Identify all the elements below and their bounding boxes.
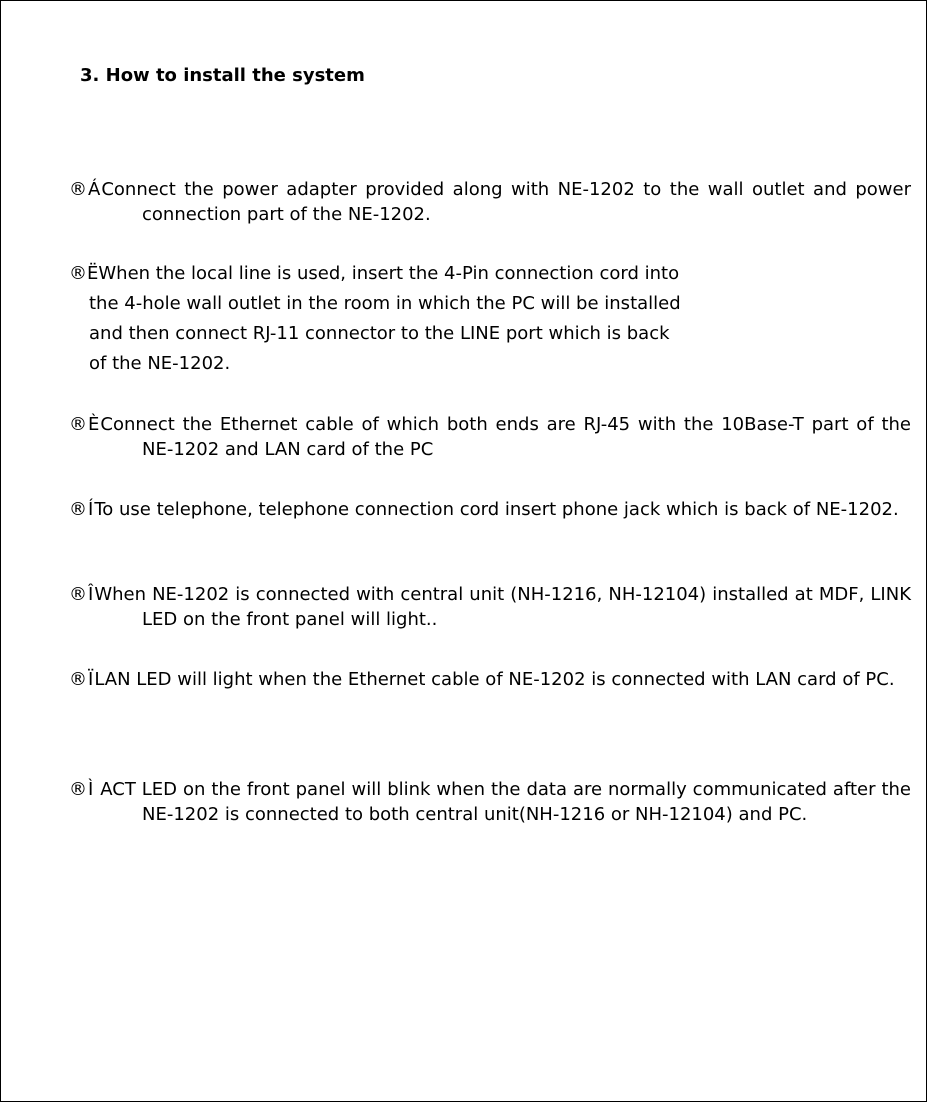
step-1-text: Connect the power adapter provided along with NE-1202 to the wall outlet and power connection part of the NE-1202. [101, 179, 911, 225]
step-7 [69, 777, 911, 827]
step-2-marker: ®Ë [69, 263, 99, 284]
step-7-marker: ®Ì [69, 779, 95, 800]
step-2-line-2: the 4-hole wall outlet in the room in which the PC will be installed [89, 293, 681, 314]
section-heading: 3. How to install the system [80, 65, 365, 86]
step-6 [69, 667, 911, 692]
step-4 [69, 497, 911, 522]
step-1-marker: ®Á [69, 179, 102, 200]
step-3 [69, 412, 911, 462]
step-5-text: When NE-1202 is connected with central unit (NH-1216, NH-12104) installed at MDF, LINK LED on the front panel will light.. [94, 584, 911, 630]
step-2-line-4: of the NE-1202. [89, 353, 231, 374]
step-3-text: Connect the Ethernet cable of which both ends are RJ-45 with the 10Base-T part of the NE-1202 and LAN card of the PC [100, 414, 911, 460]
step-5 [69, 582, 911, 632]
step-4-text: To use telephone, telephone connection cord insert phone jack which is back of NE-1202. [94, 499, 899, 520]
step-7-text: ACT LED on the front panel will blink when the data are normally communicated after the NE-1202 is connected to both central unit(NH-1216 or NH-12104) and PC. [94, 779, 911, 825]
step-6-marker: ®Ï [69, 669, 95, 690]
step-6-text: LAN LED will light when the Ethernet cable of NE-1202 is connected with LAN card of PC. [94, 669, 895, 690]
step-3-marker: ®È [69, 414, 101, 435]
step-2 [69, 259, 911, 379]
step-4-marker: ®Í [69, 499, 95, 520]
step-2-line-3: and then connect RJ-11 connector to the LINE port which is back [89, 323, 670, 344]
step-2-line-1: ®ËWhen the local line is used, insert the 4-Pin connection cord into [69, 263, 680, 284]
step-5-marker: ®Î [69, 584, 95, 605]
step-1 [69, 177, 911, 227]
